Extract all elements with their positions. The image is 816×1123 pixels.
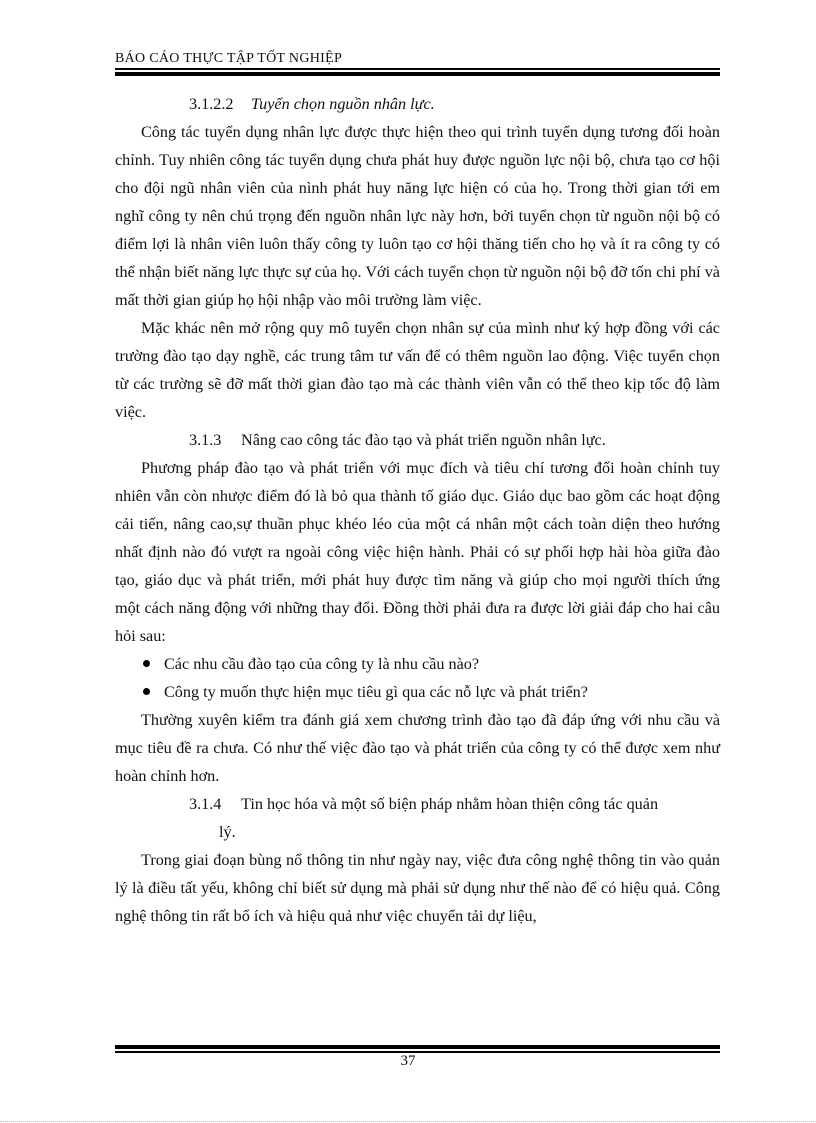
section-heading-3-1-4 xyxy=(115,790,720,818)
section-number: 3.1.4 xyxy=(189,795,222,813)
list-item-text: Công ty muốn thực hiện mục tiêu gì qua các nỗ lực và phát triển? xyxy=(164,683,588,701)
page-content xyxy=(115,90,720,930)
list-item xyxy=(115,650,720,678)
paragraph: Mặc khác nên mở rộng quy mô tuyển chọn nhân sự của mình như ký hợp đồng với các trường đào tạo dạy nghề, các trung tâm tư vấn để có thêm nguồn lao động. Việc tuyển chọn từ các trường sẽ đỡ mất thời gian đào tạo mà các thành viên vẫn có thể theo kịp tốc độ làm việc. xyxy=(115,319,720,421)
bullet-icon xyxy=(143,688,150,695)
paragraph: Công tác tuyển dụng nhân lực được thực hiện theo qui trình tuyển dụng tương đối hoàn chỉnh. Tuy nhiên công tác tuyển dụng chưa phát huy được nguồn lực nội bộ, chưa tạo cơ hội cho đội ngũ nhân viên của nình phát huy năng lực hiện có của họ. Trong thời gian tới em nghĩ công ty nên chú trọng đến nguồn nhân lực này hơn, bởi tuyển chọn từ nguồn nội bộ có điểm lợi là nhân viên luôn thấy công ty luôn tạo cơ hội thăng tiến cho họ và ít ra công ty có thể nhận biết năng lực thực sự của họ. Với cách tuyển chọn từ nguồn nội bộ đỡ tốn chi phí và mất thời gian giúp họ hội nhập vào môi trường làm việc. xyxy=(115,123,720,309)
section-title: Nâng cao công tác đào tạo và phát triển nguồn nhân lực. xyxy=(241,431,606,449)
section-heading-3-1-3 xyxy=(115,426,720,454)
list-item xyxy=(115,678,720,706)
bullet-icon xyxy=(143,660,150,667)
list-item-text: Các nhu cầu đào tạo của công ty là nhu cầu nào? xyxy=(164,655,480,673)
footer-rule-thick xyxy=(115,1045,720,1049)
section-title-continuation: lý. xyxy=(219,823,236,841)
page-header: BÁO CÁO THỰC TẬP TỐT NGHIỆP xyxy=(115,51,343,66)
page-edge-divider xyxy=(0,1121,816,1122)
bullet-list xyxy=(115,650,720,706)
section-title: Tuyển chọn nguồn nhân lực. xyxy=(251,95,435,113)
header-rule-thin xyxy=(115,68,720,70)
section-number: 3.1.2.2 xyxy=(189,95,234,113)
paragraph: Thường xuyên kiểm tra đánh giá xem chương trình đào tạo đã đáp ứng với nhu cầu và mục tiêu đề ra chưa. Có như thế việc đào tạo và phát triển của công ty có thể được xem như hoàn chỉnh hơn. xyxy=(115,711,720,785)
header-rule-thick xyxy=(115,72,720,76)
section-number: 3.1.3 xyxy=(189,431,222,449)
section-title: Tin học hóa và một số biện pháp nhằm hòan thiện công tác quản xyxy=(241,795,659,813)
page-number: 37 xyxy=(400,1053,416,1069)
section-heading-3-1-2-2 xyxy=(115,90,720,118)
paragraph: Trong giai đoạn bùng nổ thông tin như ngày nay, việc đưa công nghệ thông tin vào quản lý là điều tất yếu, không chỉ biết sử dụng mà phải sử dụng như thế nào để có hiệu quả. Công nghệ thông tin rất bổ ích và hiệu quả như việc chuyển tải dự liệu, xyxy=(115,851,720,925)
paragraph: Phương pháp đào tạo và phát triển với mục đích và tiêu chí tương đối hoàn chỉnh tuy nhiên vẫn còn nhược điểm đó là bỏ qua thành tố giáo dục. Giáo dục bao gồm các hoạt động cải tiến, nâng cao,sự thuần phục khéo léo của một cá nhân một cách toàn diện theo hướng nhất định nào đó vượt ra ngoài công việc hiện hành. Phải có sự phối hợp hài hòa giữa đào tạo, giáo dục và phát triển, mới phát huy được tìm năng và giúp cho mọi người thích ứng một cách năng động với những thay đổi. Đồng thời phải đưa ra được lời giải đáp cho hai câu hỏi sau: xyxy=(115,459,720,645)
